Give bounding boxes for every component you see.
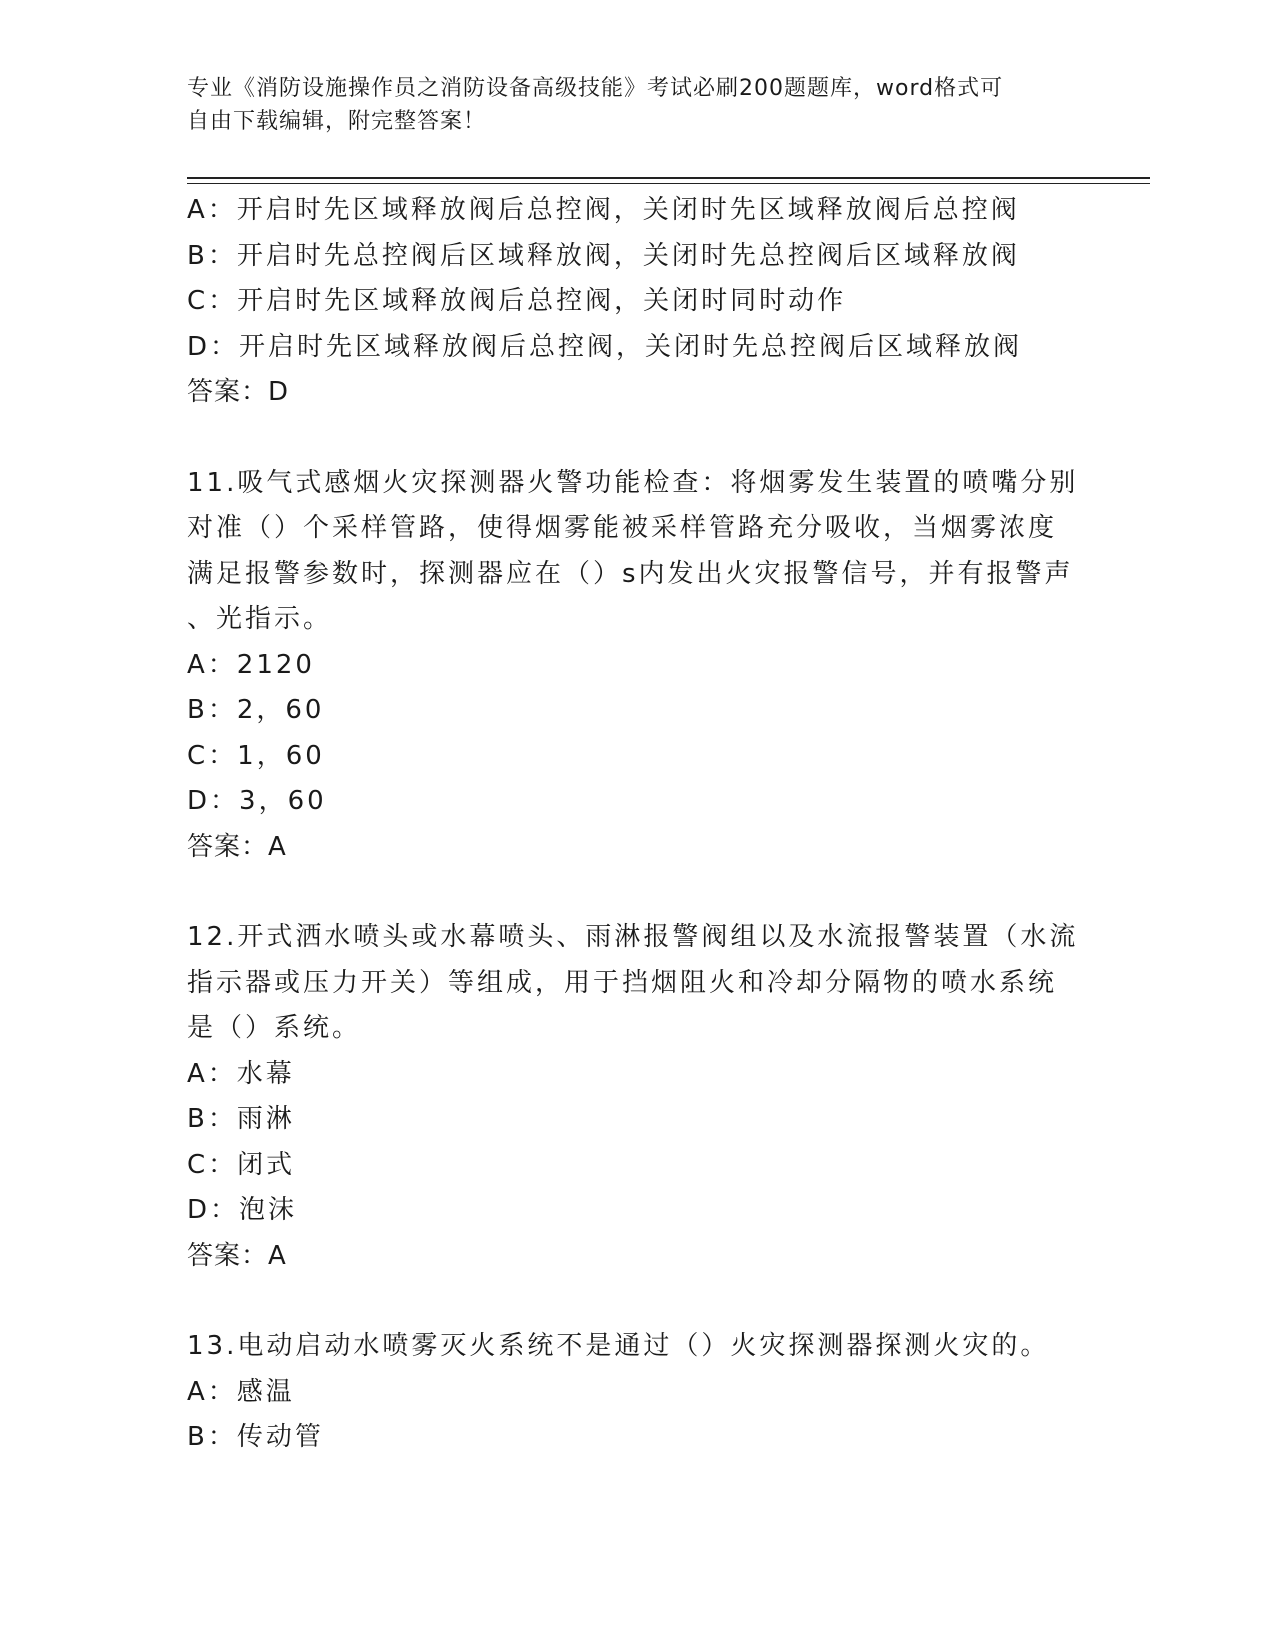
spacer <box>187 1279 1087 1324</box>
question-stem-line: 是（）系统。 <box>187 1013 362 1043</box>
option-b: B：传动管 <box>187 1422 324 1452</box>
spacer <box>187 870 1087 915</box>
answer: 答案：A <box>187 1240 287 1271</box>
question-list <box>187 188 1087 1461</box>
option-a: A：2120 <box>187 649 315 680</box>
option-c: C：开启时先区域释放阀后总控阀，关闭时同时动作 <box>187 286 847 316</box>
question-12 <box>187 915 1087 1279</box>
header-rule-thick <box>187 177 1150 179</box>
header-rule-thin <box>187 183 1150 184</box>
document-header <box>187 72 1087 138</box>
question-stem-line: 对准（）个采样管路，使得烟雾能被采样管路充分吸收，当烟雾浓度 <box>187 513 1058 543</box>
option-c: C：闭式 <box>187 1149 296 1180</box>
question-stem-line: 11.吸气式感烟火灾探测器火警功能检查：将烟雾发生装置的喷嘴分别 <box>187 467 1079 498</box>
option-d: D：泡沫 <box>187 1195 298 1225</box>
question-stem-line: 指示器或压力开关）等组成，用于挡烟阻火和冷却分隔物的喷水系统 <box>187 967 1058 998</box>
question-13 <box>187 1324 1087 1461</box>
question-stem-line: 、光指示。 <box>187 604 333 634</box>
header-line-1: 专业《消防设施操作员之消防设备高级技能》考试必刷200题题库，word格式可 <box>187 76 1004 101</box>
question-stem-line: 13.电动启动水喷雾灭火系统不是通过（）火灾探测器探测火灾的。 <box>187 1331 1050 1361</box>
answer: 答案：A <box>187 831 287 862</box>
header-line-2: 自由下载编辑，附完整答案！ <box>187 109 487 134</box>
option-a: A：感温 <box>187 1376 295 1407</box>
option-d: D：3，60 <box>187 786 327 816</box>
spacer <box>187 416 1087 461</box>
option-b: B：2，60 <box>187 695 325 725</box>
option-b: B：开启时先总控阀后区域释放阀，关闭时先总控阀后区域释放阀 <box>187 240 1020 271</box>
option-d: D：开启时先区域释放阀后总控阀，关闭时先总控阀后区域释放阀 <box>187 331 1023 362</box>
question-stem-line: 满足报警参数时，探测器应在（）s内发出火灾报警信号，并有报警声 <box>187 558 1074 589</box>
question-11 <box>187 461 1087 871</box>
option-b: B：雨淋 <box>187 1104 295 1134</box>
option-a: A：开启时先区域释放阀后总控阀，关闭时先区域释放阀后总控阀 <box>187 195 1020 225</box>
question-stem-line: 12.开式洒水喷头或水幕喷头、雨淋报警阀组以及水流报警装置（水流 <box>187 922 1079 952</box>
answer: 答案：D <box>187 377 290 407</box>
option-a: A：水幕 <box>187 1058 295 1089</box>
previous-question <box>187 188 1087 416</box>
option-c: C：1，60 <box>187 740 325 771</box>
